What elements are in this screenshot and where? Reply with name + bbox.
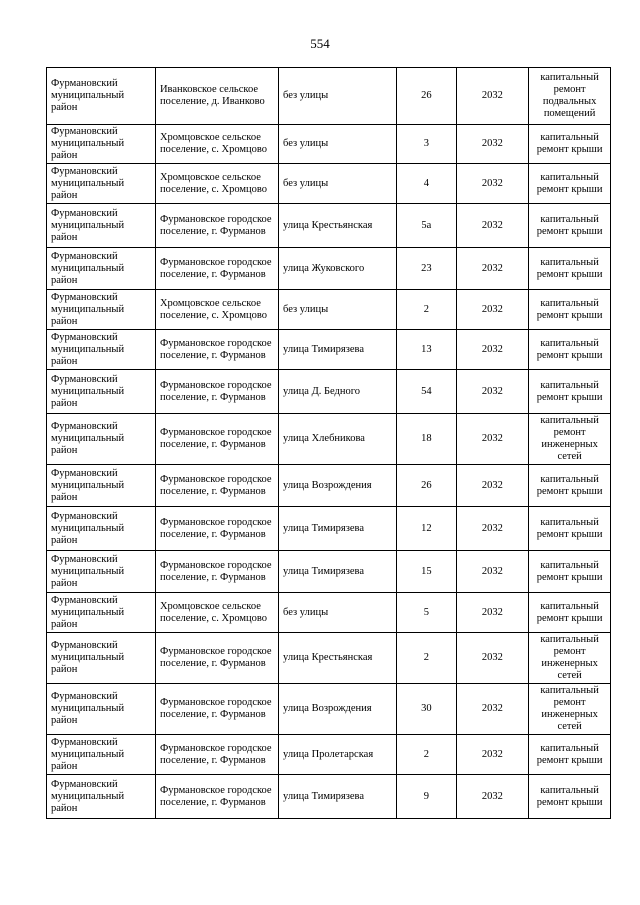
work-type-cell: капитальный ремонт крыши [529, 248, 611, 290]
year-cell: 2032 [456, 465, 529, 507]
settlement-cell: Фурмановское городское поселение, г. Фурманов [155, 370, 278, 414]
work-type-cell: капитальный ремонт крыши [529, 125, 611, 164]
year-cell: 2032 [456, 370, 529, 414]
street-cell: без улицы [279, 164, 397, 204]
year-cell: 2032 [456, 125, 529, 164]
street-cell: улица Тимирязева [279, 330, 397, 370]
settlement-cell: Фурмановское городское поселение, г. Фурманов [155, 465, 278, 507]
work-type-cell: капитальный ремонт крыши [529, 204, 611, 248]
year-cell: 2032 [456, 551, 529, 593]
table-row [47, 414, 611, 465]
street-cell: улица Пролетарская [279, 735, 397, 775]
year-cell: 2032 [456, 164, 529, 204]
street-cell: без улицы [279, 68, 397, 125]
table-row [47, 633, 611, 684]
street-cell: улица Хлебникова [279, 414, 397, 465]
work-type-cell: капитальный ремонт крыши [529, 290, 611, 330]
work-type-cell: капитальный ремонт крыши [529, 593, 611, 633]
settlement-cell: Хромцовское сельское поселение, с. Хромцово [155, 593, 278, 633]
work-type-cell: капитальный ремонт крыши [529, 370, 611, 414]
work-type-cell: капитальный ремонт инженерных сетей [529, 414, 611, 465]
settlement-cell: Фурмановское городское поселение, г. Фурманов [155, 330, 278, 370]
settlement-cell: Фурмановское городское поселение, г. Фурманов [155, 684, 278, 735]
settlement-cell: Фурмановское городское поселение, г. Фурманов [155, 551, 278, 593]
district-cell: Фурмановский муниципальный район [47, 684, 156, 735]
street-cell: улица Тимирязева [279, 507, 397, 551]
year-cell: 2032 [456, 684, 529, 735]
settlement-cell: Фурмановское городское поселение, г. Фурманов [155, 248, 278, 290]
district-cell: Фурмановский муниципальный район [47, 414, 156, 465]
table-row [47, 507, 611, 551]
house-number-cell: 13 [397, 330, 457, 370]
year-cell: 2032 [456, 248, 529, 290]
district-cell: Фурмановский муниципальный район [47, 125, 156, 164]
district-cell: Фурмановский муниципальный район [47, 164, 156, 204]
table-row [47, 248, 611, 290]
table-row [47, 125, 611, 164]
settlement-cell: Фурмановское городское поселение, г. Фурманов [155, 414, 278, 465]
district-cell: Фурмановский муниципальный район [47, 735, 156, 775]
street-cell: улица Тимирязева [279, 775, 397, 819]
house-number-cell: 5а [397, 204, 457, 248]
district-cell: Фурмановский муниципальный район [47, 68, 156, 125]
table-row [47, 370, 611, 414]
settlement-cell: Фурмановское городское поселение, г. Фурманов [155, 633, 278, 684]
work-type-cell: капитальный ремонт крыши [529, 164, 611, 204]
house-number-cell: 4 [397, 164, 457, 204]
settlement-cell: Фурмановское городское поселение, г. Фурманов [155, 775, 278, 819]
settlement-cell: Фурмановское городское поселение, г. Фурманов [155, 507, 278, 551]
year-cell: 2032 [456, 204, 529, 248]
house-number-cell: 26 [397, 465, 457, 507]
house-number-cell: 12 [397, 507, 457, 551]
year-cell: 2032 [456, 507, 529, 551]
work-type-cell: капитальный ремонт подвальных помещений [529, 68, 611, 125]
housing-repair-table [46, 67, 611, 819]
table-row [47, 735, 611, 775]
street-cell: без улицы [279, 290, 397, 330]
work-type-cell: капитальный ремонт крыши [529, 507, 611, 551]
house-number-cell: 3 [397, 125, 457, 164]
house-number-cell: 2 [397, 290, 457, 330]
work-type-cell: капитальный ремонт инженерных сетей [529, 633, 611, 684]
year-cell: 2032 [456, 330, 529, 370]
house-number-cell: 15 [397, 551, 457, 593]
street-cell: без улицы [279, 593, 397, 633]
page-number: 554 [310, 36, 330, 51]
district-cell: Фурмановский муниципальный район [47, 593, 156, 633]
year-cell: 2032 [456, 775, 529, 819]
district-cell: Фурмановский муниципальный район [47, 551, 156, 593]
house-number-cell: 23 [397, 248, 457, 290]
district-cell: Фурмановский муниципальный район [47, 330, 156, 370]
work-type-cell: капитальный ремонт крыши [529, 465, 611, 507]
street-cell: улица Возрождения [279, 465, 397, 507]
district-cell: Фурмановский муниципальный район [47, 204, 156, 248]
street-cell: улица Жуковского [279, 248, 397, 290]
house-number-cell: 2 [397, 633, 457, 684]
year-cell: 2032 [456, 68, 529, 125]
street-cell: улица Возрождения [279, 684, 397, 735]
year-cell: 2032 [456, 633, 529, 684]
year-cell: 2032 [456, 290, 529, 330]
table-row [47, 290, 611, 330]
house-number-cell: 26 [397, 68, 457, 125]
house-number-cell: 2 [397, 735, 457, 775]
settlement-cell: Хромцовское сельское поселение, с. Хромцово [155, 125, 278, 164]
district-cell: Фурмановский муниципальный район [47, 370, 156, 414]
street-cell: без улицы [279, 125, 397, 164]
year-cell: 2032 [456, 414, 529, 465]
district-cell: Фурмановский муниципальный район [47, 248, 156, 290]
street-cell: улица Крестьянская [279, 633, 397, 684]
house-number-cell: 5 [397, 593, 457, 633]
district-cell: Фурмановский муниципальный район [47, 507, 156, 551]
table-row [47, 593, 611, 633]
district-cell: Фурмановский муниципальный район [47, 633, 156, 684]
house-number-cell: 30 [397, 684, 457, 735]
table-row [47, 775, 611, 819]
house-number-cell: 9 [397, 775, 457, 819]
house-number-cell: 54 [397, 370, 457, 414]
district-cell: Фурмановский муниципальный район [47, 290, 156, 330]
table-row [47, 164, 611, 204]
table-row [47, 465, 611, 507]
work-type-cell: капитальный ремонт инженерных сетей [529, 684, 611, 735]
settlement-cell: Хромцовское сельское поселение, с. Хромцово [155, 164, 278, 204]
table-row [47, 551, 611, 593]
street-cell: улица Д. Бедного [279, 370, 397, 414]
year-cell: 2032 [456, 593, 529, 633]
settlement-cell: Иванковское сельское поселение, д. Иванково [155, 68, 278, 125]
year-cell: 2032 [456, 735, 529, 775]
house-number-cell: 18 [397, 414, 457, 465]
work-type-cell: капитальный ремонт крыши [529, 775, 611, 819]
table-body [47, 68, 611, 819]
settlement-cell: Хромцовское сельское поселение, с. Хромцово [155, 290, 278, 330]
work-type-cell: капитальный ремонт крыши [529, 330, 611, 370]
district-cell: Фурмановский муниципальный район [47, 775, 156, 819]
settlement-cell: Фурмановское городское поселение, г. Фурманов [155, 735, 278, 775]
table-row [47, 684, 611, 735]
street-cell: улица Крестьянская [279, 204, 397, 248]
settlement-cell: Фурмановское городское поселение, г. Фурманов [155, 204, 278, 248]
street-cell: улица Тимирязева [279, 551, 397, 593]
district-cell: Фурмановский муниципальный район [47, 465, 156, 507]
work-type-cell: капитальный ремонт крыши [529, 551, 611, 593]
table-row [47, 330, 611, 370]
table-row [47, 204, 611, 248]
work-type-cell: капитальный ремонт крыши [529, 735, 611, 775]
table-row [47, 68, 611, 125]
